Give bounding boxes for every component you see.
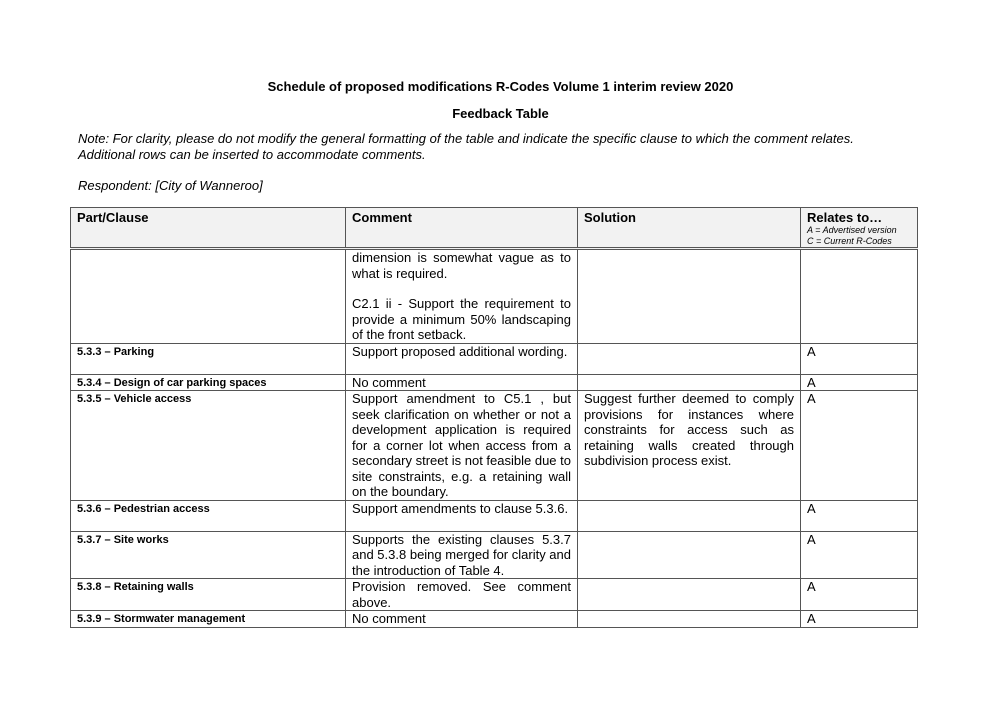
- feedback-table: [70, 207, 918, 628]
- part-cell: 5.3.4 – Design of car parking spaces: [71, 374, 346, 391]
- table-row: [71, 249, 918, 344]
- table-row: [71, 500, 918, 531]
- document-title: Schedule of proposed modifications R-Codes Volume 1 interim review 2020: [267, 79, 734, 94]
- note-line-2: Additional rows can be inserted to accommodate comments.: [78, 147, 426, 162]
- solution-cell: [578, 374, 801, 391]
- relates-cell: [801, 249, 918, 344]
- part-cell: 5.3.3 – Parking: [71, 343, 346, 374]
- relates-cell: A: [801, 391, 918, 501]
- comment-cell: Support proposed additional wording.: [346, 343, 578, 374]
- table-header-row: [71, 208, 918, 249]
- part-cell: 5.3.7 – Site works: [71, 531, 346, 579]
- part-cell: 5.3.9 – Stormwater management: [71, 611, 346, 628]
- relates-cell: A: [801, 343, 918, 374]
- relates-cell: A: [801, 611, 918, 628]
- comment-cell: Support amendments to clause 5.3.6.: [346, 500, 578, 531]
- solution-cell: [578, 500, 801, 531]
- relates-label: Relates to…: [807, 210, 883, 225]
- note-line-1: Note: For clarity, please do not modify the general formatting of the table and indicate the specific clause to which the comment relates.: [78, 131, 854, 146]
- comment-cell: Provision removed. See comment above.: [346, 579, 578, 611]
- solution-cell: [578, 531, 801, 579]
- solution-cell: [578, 611, 801, 628]
- comment-cell: No comment: [346, 611, 578, 628]
- relates-cell: A: [801, 500, 918, 531]
- solution-cell: Suggest further deemed to comply provisions for instances where constraints for access such as retaining walls created through subdivision process exist.: [578, 391, 801, 501]
- comment-cell: Support amendment to C5.1 , but seek clarification on whether or not a development application is required for a corner lot when access from a secondary street is not feasible due to site constraints, e.g. a retaining wall on the boundary.: [346, 391, 578, 501]
- comment-paragraph: C2.1 ii - Support the requirement to provide a minimum 50% landscaping of the front setback.: [352, 296, 571, 342]
- table-row: [71, 343, 918, 374]
- table-row: [71, 374, 918, 391]
- part-cell: 5.3.6 – Pedestrian access: [71, 500, 346, 531]
- column-header-part: Part/Clause: [71, 208, 346, 249]
- table-row: [71, 611, 918, 628]
- part-cell: 5.3.5 – Vehicle access: [71, 391, 346, 501]
- solution-cell: [578, 579, 801, 611]
- comment-cell: Supports the existing clauses 5.3.7 and 5.3.8 being merged for clarity and the introduction of Table 4.: [346, 531, 578, 579]
- document-subtitle: Feedback Table: [452, 106, 549, 121]
- column-header-comment: Comment: [346, 208, 578, 249]
- legend-current: C = Current R-Codes: [807, 236, 892, 246]
- note: [78, 131, 938, 163]
- table-row: [71, 391, 918, 501]
- solution-cell: [578, 249, 801, 344]
- table-row: [71, 579, 918, 611]
- comment-cell: [346, 249, 578, 344]
- part-cell: 5.3.8 – Retaining walls: [71, 579, 346, 611]
- part-cell: [71, 249, 346, 344]
- column-header-relates: [801, 208, 918, 249]
- relates-cell: A: [801, 579, 918, 611]
- table-row: [71, 531, 918, 579]
- legend-advertised: A = Advertised version: [807, 225, 897, 235]
- respondent: Respondent: [City of Wanneroo]: [78, 178, 263, 193]
- relates-cell: A: [801, 531, 918, 579]
- relates-cell: A: [801, 374, 918, 391]
- column-header-solution: Solution: [578, 208, 801, 249]
- comment-cell: No comment: [346, 374, 578, 391]
- comment-paragraph: dimension is somewhat vague as to what is required.: [352, 250, 571, 281]
- solution-cell: [578, 343, 801, 374]
